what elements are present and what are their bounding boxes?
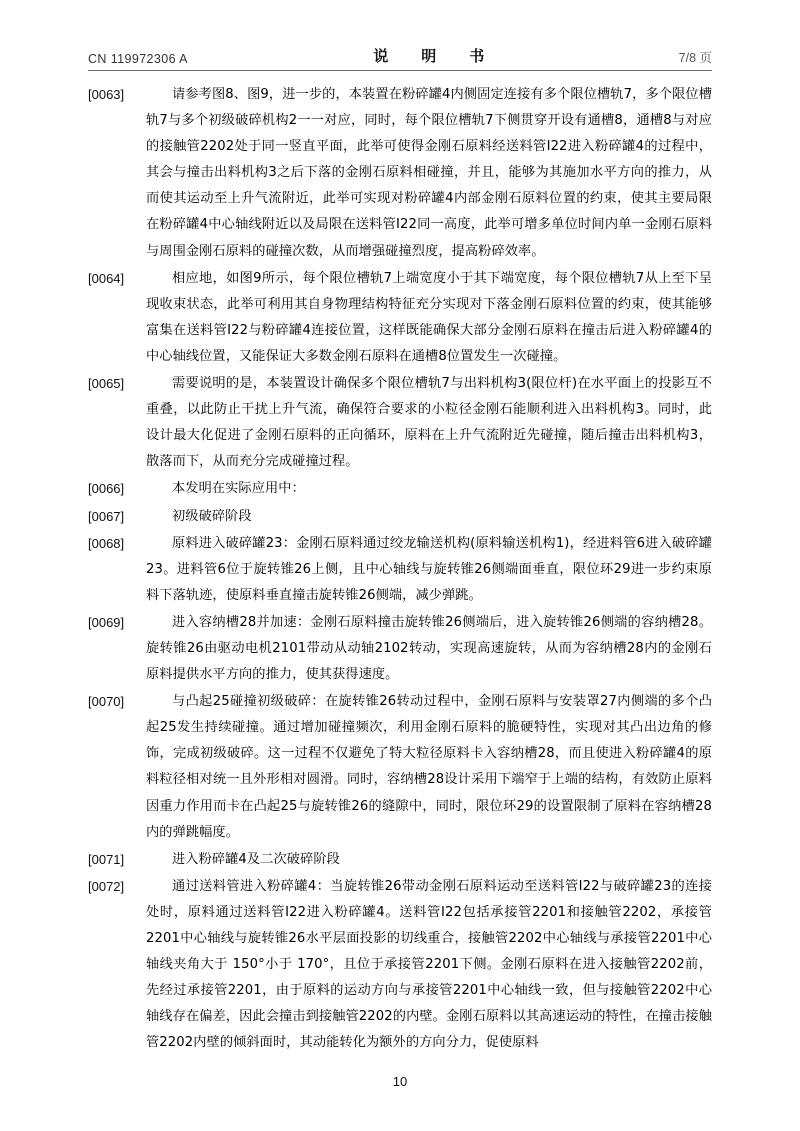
paragraph-text: 需要说明的是，本装置设计确保多个限位槽轨7与出料机构3(限位杆)在水平面上的投影互不重叠，以此防止干扰上升气流，确保符合要求的小粒径金刚石能顺利进入出料机构3。同时，此设计最大化促进了金刚石原料的正向循环，原料在上升气流附近先碰撞，随后撞击出料机构3，散落而下，从而充分完成碰撞过程。	[146, 376, 712, 470]
paragraph-number: [0068]	[88, 535, 125, 551]
paragraph-number: [0064]	[88, 270, 125, 286]
page-indicator: 7/8 页	[678, 51, 712, 65]
page-footer	[0, 1074, 800, 1089]
document-body	[88, 82, 712, 1051]
document-title: 说 明 书	[373, 47, 494, 65]
footer-page-number: 10	[392, 1074, 408, 1089]
paragraph	[88, 610, 712, 688]
paragraph	[88, 82, 712, 265]
paragraph	[88, 689, 712, 846]
paragraph-text: 进入容纳槽28并加速：金刚石原料撞击旋转锥26侧端后，进入旋转锥26侧端的容纳槽28。旋转锥26由驱动电机2101带动从动轴2102转动，实现高速旋转，从而为容纳槽28内的金刚石原料提供水平方向的推力，使其获得速度。	[146, 614, 712, 683]
paragraph-number: [0070]	[88, 694, 125, 710]
paragraph	[88, 504, 712, 530]
paragraph	[88, 531, 712, 609]
paragraph-text: 相应地，如图9所示，每个限位槽轨7上端宽度小于其下端宽度，每个限位槽轨7从上至下呈现收束状态，此举可利用其自身物理结构特征充分实现对下落金刚石原料位置的约束，使其能够富集在送料管I22与粉碎罐4连接位置，这样既能确保大部分金刚石原料在撞击后进入粉碎罐4的中心轴线位置，又能保证大多数金刚石原料在通槽8位置发生一次碰撞。	[146, 270, 712, 364]
paragraph-number: [0072]	[88, 878, 125, 894]
paragraph	[88, 847, 712, 873]
paragraph-text: 与凸起25碰撞初级破碎：在旋转锥26转动过程中，金刚石原料与安装罩27内侧端的多个凸起25发生持续碰撞。通过增加碰撞频次，利用金刚石原料的脆硬特性，实现对其凸出边角的修饰，完成初级破碎。这一过程不仅避免了特大粒径原料卡入容纳槽28，而且使进入粉碎罐4的原料粒径相对统一且外形相对圆滑。同时，容纳槽28设计采用下端窄于上端的结构，有效防止原料因重力作用而卡在凸起25与旋转锥26的缝隙中，同时，限位环29的设置限制了原料在容纳槽28内的弹跳幅度。	[146, 694, 712, 840]
paragraph	[88, 371, 712, 475]
paragraph-number: [0069]	[88, 614, 125, 630]
paragraph-number: [0065]	[88, 376, 125, 392]
paragraph-text: 本发明在实际应用中：	[172, 481, 305, 497]
header-divider	[88, 70, 712, 71]
publication-number: CN 119972306 A	[88, 52, 188, 66]
paragraph	[88, 266, 712, 370]
paragraph-number: [0066]	[88, 481, 125, 497]
paragraph-text: 请参考图8、图9，进一步的，本装置在粉碎罐4内侧固定连接有多个限位槽轨7，多个限位槽轨7与多个初级破碎机构2一一对应，同时，每个限位槽轨7下侧贯穿开设有通槽8，通槽8与对应的接触管2202处于同一竖直平面，此举可使得金刚石原料经送料管I22进入粉碎罐4的过程中，其会与撞击出料机构3之后下落的金刚石原料相碰撞，并且，能够为其施加水平方向的推力，从而使其运动至上升气流附近，此举可实现对粉碎罐4内部金刚石原料位置的约束，使其主要局限在粉碎罐4中心轴线附近以及局限在送料管I22同一高度，此举可增多单位时间内单一金刚石原料与周围金刚石原料的碰撞次数，从而增强碰撞烈度，提高粉碎效率。	[146, 87, 712, 259]
paragraph-number: [0071]	[88, 851, 125, 867]
paragraph-text: 通过送料管进入粉碎罐4：当旋转锥26带动金刚石原料运动至送料管I22与破碎罐23的连接处时，原料通过送料管I22进入粉碎罐4。送料管I22包括承接管2201和接触管2202，承接管2201中心轴线与旋转锥26水平层面投影的切线重合，接触管2202中心轴线与承接管2201中心轴线夹角大于 150°小于 170°，且位于承接管2201下侧。金刚石原料在进入接触管2202前，先经过承接管2201，由于原料的运动方向与承接管2201中心轴线一致，但与接触管2202中心轴线存在偏差，因此会撞击到接触管2202的内壁。金刚石原料以其高速运动的特性，在撞击接触管2202内壁的倾斜面时，其动能转化为额外的方向分力，促使原料	[146, 878, 712, 1051]
page-header	[88, 40, 712, 66]
paragraph	[88, 476, 712, 502]
paragraph-text: 进入粉碎罐4及二次破碎阶段	[172, 851, 340, 867]
paragraph	[88, 874, 712, 1057]
paragraph-number: [0067]	[88, 508, 125, 524]
paragraph-text: 原料进入破碎罐23：金刚石原料通过绞龙输送机构(原料输送机构1)，经进料管6进入破碎罐23。进料管6位于旋转锥26上侧，且中心轴线与旋转锥26侧端面垂直，限位环29进一步约束原料下落轨迹，使原料垂直撞击旋转锥26侧端，减少弹跳。	[146, 535, 712, 603]
paragraph-text: 初级破碎阶段	[172, 508, 252, 524]
paragraph-number: [0063]	[88, 87, 125, 102]
